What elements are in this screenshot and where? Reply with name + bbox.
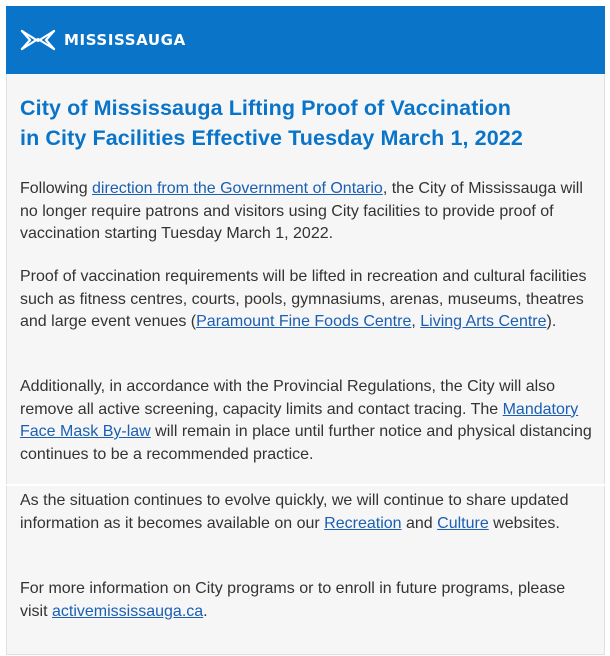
page-title-line-1: City of Mississauga Lifting Proof of Vaccination <box>20 96 511 120</box>
p3-text-post: will remain in place until further notice and physical distancing continues to be a recommended practice. <box>20 423 592 463</box>
paragraph-facilities <box>20 266 595 334</box>
paragraph-more-info <box>20 578 595 623</box>
mask-bylaw-link[interactable]: Mandatory Face Mask By-law <box>20 400 579 440</box>
p2-text-sep: , <box>411 313 421 330</box>
headline-block <box>20 93 595 153</box>
p4-text-pre: As the situation continues to evolve quickly, we will continue to share updated information as it becomes available on our <box>20 492 569 532</box>
p4-text-mid: and <box>401 514 438 532</box>
mississauga-logo-icon <box>20 28 56 52</box>
activemississauga-link[interactable]: activemississauga.ca <box>52 602 204 620</box>
p1-text-pre: Following <box>20 180 93 197</box>
ontario-direction-link[interactable]: direction from the Government of Ontario <box>92 180 383 197</box>
p2-text-pre: Proof of vaccination requirements will be lifted in recreation and cultural facilities such as fitness centres, courts, pools, gymnasiums, arenas, museums, theatres and large event venues ( <box>20 268 587 330</box>
page-title-line-2: in City Facilities Effective Tuesday March 1, 2022 <box>20 126 523 150</box>
p3-text-pre: Additionally, in accordance with the Provincial Regulations, the City will also remove all active screening, capacity limits and contact tracing. The <box>20 378 556 418</box>
header-banner <box>6 6 605 74</box>
page-title <box>20 93 595 153</box>
p2-text-post: ). <box>546 313 557 330</box>
mississauga-logo[interactable] <box>20 28 186 52</box>
paramount-fine-foods-centre-link[interactable]: Paramount Fine Foods Centre <box>196 313 412 330</box>
p5-text-post: . <box>203 602 208 620</box>
p4-text-post: websites. <box>488 514 560 532</box>
culture-link[interactable]: Culture <box>437 514 489 532</box>
p5-text-pre: For more information on City programs or to enroll in future programs, please visit <box>20 580 566 620</box>
paragraph-regulations <box>20 376 595 466</box>
section-divider <box>6 484 605 486</box>
paragraph-announcement <box>20 178 595 246</box>
living-arts-centre-link[interactable]: Living Arts Centre <box>420 313 547 330</box>
paragraph-updates <box>20 490 595 535</box>
logo-text: MISSISSAUGA <box>64 31 186 49</box>
recreation-link[interactable]: Recreation <box>324 514 402 532</box>
p1-text-post: , the City of Mississauga will no longer require patrons and visitors using City facilities to provide proof of vaccination starting Tuesday March 1, 2022. <box>20 180 583 242</box>
